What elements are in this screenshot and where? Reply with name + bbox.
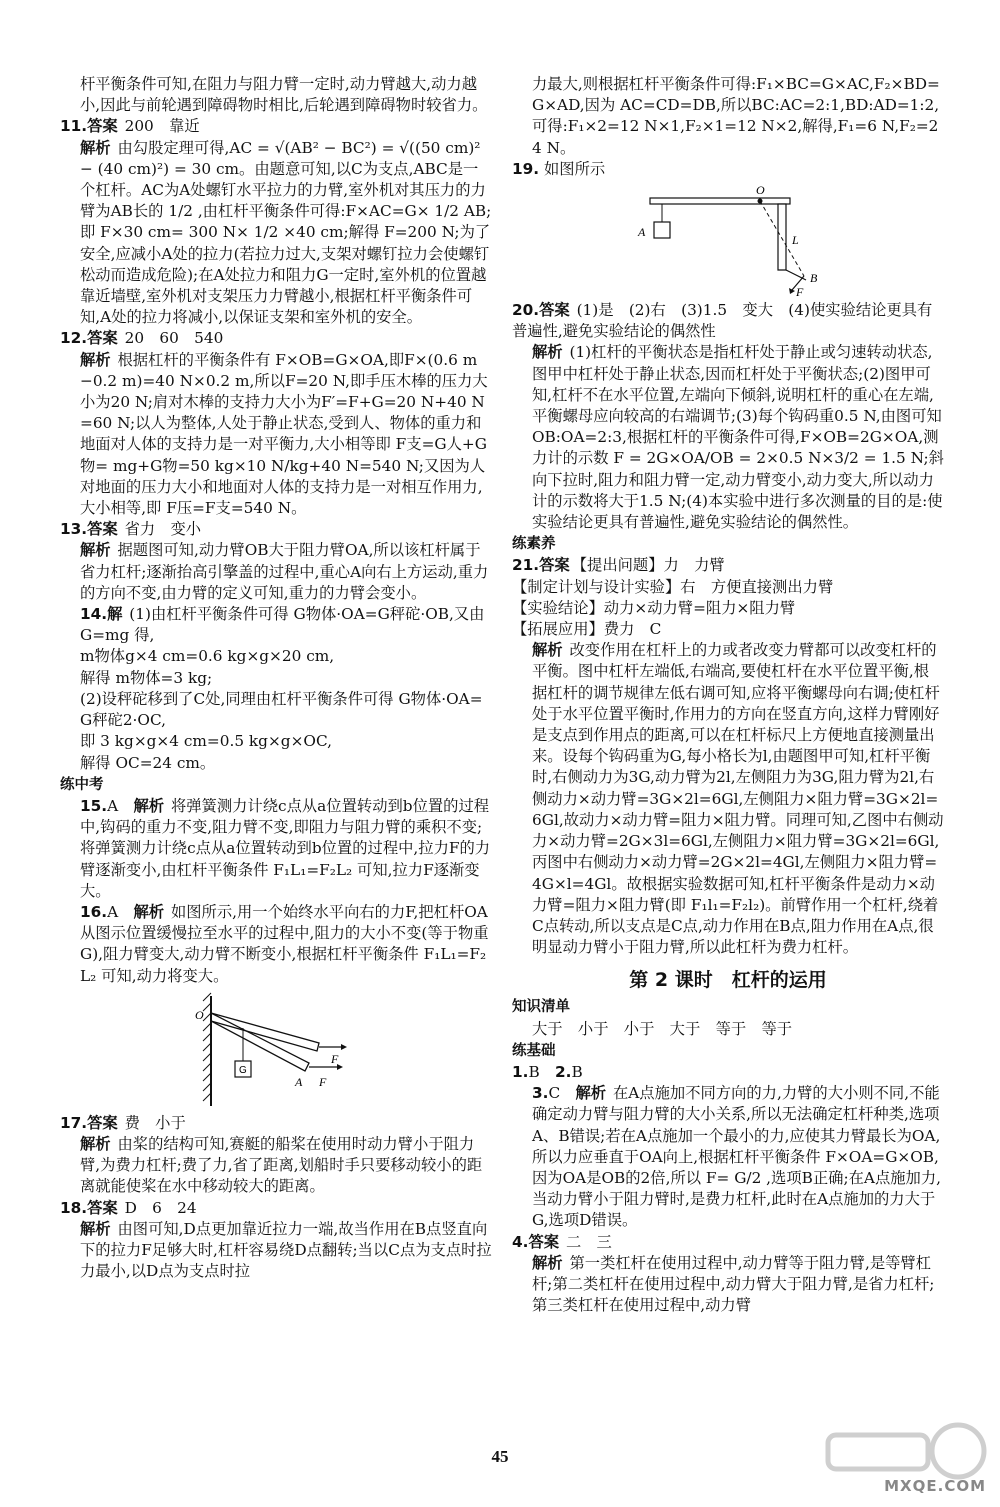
answer-paragraph <box>60 1219 492 1283</box>
answer-paragraph <box>60 519 492 540</box>
answer-label: 解析 <box>532 343 563 362</box>
answer-paragraph <box>512 1253 944 1317</box>
answer-paragraph <box>60 1134 492 1198</box>
answer-paragraph <box>60 796 492 902</box>
answer-paragraph <box>60 350 492 520</box>
answer-text: 将弹簧测力计绕c点从a位置转动到b位置的过程中,钩码的重力不变,阻力臂不变,即阻力与阻力臂的乘积不变;将弹簧测力计绕c点从a位置转动到b位置的过程中,拉力F的力臂逐渐变小,由杠杆平衡条件 F₁L₁=F₂L₂ 可知,拉力F逐渐变大。 <box>80 796 491 900</box>
answer-text: 费 小于 <box>119 1113 186 1132</box>
answer-paragraph <box>512 1083 944 1231</box>
answer-paragraph <box>512 159 944 180</box>
answer-paragraph <box>512 640 944 958</box>
answer-text: 如图所示 <box>539 159 606 178</box>
answer-label: 解析 <box>80 350 111 369</box>
answer-label: 解析 <box>532 1253 563 1272</box>
svg-text:L: L <box>792 233 799 248</box>
answer-label: 解析 <box>575 1084 607 1103</box>
svg-text:B: B <box>810 271 818 286</box>
svg-text:F: F <box>796 285 804 297</box>
lever-figure-19 <box>628 184 828 296</box>
section-heading: 知识清单 <box>512 999 570 1016</box>
question-number: 16. <box>80 902 108 921</box>
answer-paragraph <box>512 74 944 159</box>
answer-label: 解析 <box>80 138 111 157</box>
lesson-title: 第 2 课时 杠杆的运用 <box>629 969 827 992</box>
answer-paragraph <box>60 74 492 116</box>
answer-text: 20 60 540 <box>119 329 224 348</box>
answer-text: 由桨的结构可知,赛艇的船桨在使用时动力臂小于阻力臂,为费力杠杆;费了力,省了距离,划船时手只要移动较小的距离就能使桨在水中移动较大的距离。 <box>80 1134 483 1196</box>
answer-label: 答案 <box>87 117 118 136</box>
answer-text: 如图所示,用一个始终水平向右的力F,把杠杆OA从图示位置缓慢拉至水平的过程中,阻力的大小不变(等于物重G),阻力臂变大,动力臂不断变小,根据杠杆平衡条件 F₁L₁=F₂L₂ 可知,动力将变大。 <box>80 902 489 985</box>
answer-label: 答案 <box>528 1232 560 1251</box>
section-heading: 练基础 <box>512 1042 556 1059</box>
question-number: 1. <box>512 1062 529 1081</box>
answer-text: 200 靠近 <box>119 117 200 136</box>
question-number: 11. <box>60 117 88 136</box>
answer-label: 答案 <box>87 520 118 539</box>
answer-paragraph <box>512 342 947 533</box>
answer-paragraph <box>512 1062 944 1083</box>
watermark-text: MXQE.COM <box>884 1477 986 1495</box>
answer-paragraph <box>60 138 492 329</box>
answer-paragraph <box>60 902 492 987</box>
answer-text: 二 三 <box>561 1232 612 1251</box>
question-number: 3. <box>532 1084 549 1103</box>
answer-text: 【提出问题】力 力臂 【制定计划与设计实验】右 方便直接测出力臂 【实验结论】动力×动力臂=阻力×阻力臂 【拓展应用】费力 C <box>512 556 834 639</box>
answer-text: (1)是 (2)右 (3)1.5 变大 (4)使实验结论更具有普遍性,避免实验结论的偶然性 <box>512 301 933 341</box>
answer-text: A <box>107 796 134 815</box>
answer-text: 根据杠杆的平衡条件有 F×OB=G×OA,即F×(0.6 m−0.2 m)=40 N×0.2 m,所以F=20 N,即手压木棒的压力大小为20 N;肩对木棒的支持力大小为F′=F+G=20 N+40 N=60 N;以人为整体,人处于静止状态,受到人、物体的重力和地面对人体的支持力是一对平衡力,大小相等即 F支=G人+G物= mg+G物=50 kg×10 N/kg+40 N=540 N;又因为人对地面的压力大小和地面对人体的支持力是一对相互作用力,大小相等,即 F压=F支=540 N。 <box>80 350 488 518</box>
answer-text: 杆平衡条件可知,在阻力与阻力臂一定时,动力臂越大,动力越小,因此与前轮遇到障碍物时相比,后轮遇到障碍物时较省力。 <box>80 75 488 115</box>
answer-text: A <box>107 902 134 921</box>
answer-label: 解析 <box>80 1219 111 1238</box>
svg-text:G: G <box>239 1064 247 1076</box>
answer-label: 答案 <box>539 556 570 575</box>
section-heading: 练中考 <box>60 776 104 793</box>
svg-text:O: O <box>756 184 765 198</box>
lever-figure-16 <box>191 991 361 1109</box>
answer-text: 力最大,则根据杠杆平衡条件可得:F₁×BC=G×AC,F₂×BD=G×AD,因为 AC=CD=DB,所以BC:AC=2:1,BD:AD=1:2,可得:F₁×2=12 N×1,F₂×1=12 N×2,解得,F₁=6 N,F₂=24 N。 <box>532 75 940 157</box>
question-number: 21. <box>512 556 540 575</box>
answer-label: 解析 <box>133 902 165 921</box>
answer-text: B <box>528 1062 556 1081</box>
question-number: 13. <box>60 520 88 539</box>
answer-label: 解析 <box>80 541 111 560</box>
svg-text:F: F <box>319 1074 327 1089</box>
question-number: 15. <box>80 796 108 815</box>
answer-text: D 6 24 <box>119 1198 197 1217</box>
answer-text: 大于 小于 小于 大于 等于 等于 <box>532 1019 793 1038</box>
svg-text:A: A <box>638 225 646 240</box>
question-number: 20. <box>512 301 540 320</box>
answer-label: 解析 <box>80 1134 111 1153</box>
answer-text: 由勾股定理可得,AC = √(AB² − BC²) = √((50 cm)² − (40 cm)²) = 30 cm。由题意可知,以C为支点,ABC是一个杠杆。AC为A处螺钉水平拉力的力臂,室外机对其压力的力臂为AB长的 1/2 ,由杠杆平衡条件可得:F×AC=G× 1/2 AB;即 F×30 cm= 300 N× 1/2 ×40 cm;解得 F=200 N;为了安全,应减小A处的拉力(若拉力过大,支架对螺钉拉力会使螺钉松动而造成危险);在A处拉力和阻力G一定时,室外机的位置越靠近墙壁,室外机对支架压力力臂越小,根据杠杆平衡条件可知,A处的拉力将减小,以保证支架和室外机的安全。 <box>80 138 492 327</box>
answer-label: 解析 <box>532 641 563 660</box>
answer-label: 答案 <box>87 1198 118 1217</box>
answer-paragraph <box>512 1232 944 1253</box>
answer-text: 由图可知,D点更加靠近拉力一端,故当作用在B点竖直向下的拉力F足够大时,杠杆容易绕D点翻转;当以C点为支点时拉力最小,以D点为支点时拉 <box>80 1219 492 1281</box>
answer-paragraph <box>512 1019 944 1040</box>
answer-text: 据题图可知,动力臂OB大于阻力臂OA,所以该杠杆属于省力杠杆;逐渐抬高引擎盖的过程中,重心A向右上方运动,重力的方向不变,由力臂的定义可知,重力的力臂会变小。 <box>80 541 489 602</box>
answer-paragraph <box>60 1198 492 1219</box>
answer-paragraph <box>512 555 944 640</box>
page-number: 45 <box>491 1447 509 1466</box>
answer-paragraph <box>60 1113 492 1134</box>
answer-text: 改变作用在杠杆上的力或者改变力臂都可以改变杠杆的平衡。图中杠杆左端低,右端高,要使杠杆在水平位置平衡,根据杠杆的调节规律左低右调可知,应将平衡螺母向右调;使杠杆处于水平位置平衡时,作用力的方向在竖直方向,这样力臂刚好是支点到作用点的距离,可以在杠杆标尺上方便地直接测量出来。设每个钩码重为G,每小格长为l,由题图甲可知,杠杆平衡时,右侧动力为3G,动力臂为2l,左侧阻力为3G,阻力臂为2l,右侧动力×动力臂=3G×2l=6Gl,左侧阻力×阻力臂=3G×2l=6Gl,故动力×动力臂=阻力×阻力臂。同理可知,乙图中右侧动力×动力臂=2G×3l=6Gl,左侧阻力×阻力臂=3G×2l=6Gl,丙图中右侧动力×动力臂=2G×2l=4Gl,左侧阻力×阻力臂=4G×l=4Gl。故根据实验数据可知,杠杆平衡条件是动力×动力臂=阻力×阻力臂(即 F₁l₁=F₂l₂)。前臂作用一个杠杆,绕着C点转动,所以支点是C点,动力作用在B点,阻力作用在A点,很明显动力臂小于阻力臂,所以此杠杆为费力杠杆。 <box>532 641 944 957</box>
question-number: 14. <box>80 605 108 624</box>
answer-label: 答案 <box>539 301 570 320</box>
section-heading: 练素养 <box>512 536 556 553</box>
answer-paragraph <box>60 116 492 137</box>
svg-text:F: F <box>331 1051 339 1066</box>
question-number: 4. <box>512 1232 529 1251</box>
answer-paragraph <box>512 300 944 342</box>
question-number: 2. <box>555 1062 572 1081</box>
answer-paragraph <box>60 328 492 349</box>
answer-label: 答案 <box>87 329 118 348</box>
answer-text: 在A点施加不同方向的力,力臂的大小则不同,不能确定动力臂与阻力臂的大小关系,所以无法确定杠杆种类,选项A、B错误;若在A点施加一个最小的力,应使其力臂最长为OA,所以力应垂直于OA向上,根据杠杆平衡条件 F×OA=G×OB,因为OA是OB的2倍,所以 F= G/2 ,选项B正确;在A点施加力,当动力臂小于阻力臂时,是费力杠杆,此时在A点施加的力大于G,选项D错误。 <box>532 1084 942 1230</box>
question-number: 18. <box>60 1198 88 1217</box>
answer-label: 解析 <box>133 796 165 815</box>
answer-text: (1)由杠杆平衡条件可得 G物体·OA=G秤砣·OB,又由 G=mg 得, m物体g×4 cm=0.6 kg×g×20 cm, 解得 m物体=3 kg; (2)设秤砣移到了C处,同理由杠杆平衡条件可得 G物体·OA=G秤砣2·OC, 即 3 kg×g×4 cm=0.5 kg×g×OC, 解得 OC=24 cm。 <box>80 605 485 772</box>
answer-text: 第一类杠杆在使用过程中,动力臂等于阻力臂,是等臂杠杆;第二类杠杆在使用过程中,动力臂大于阻力臂,是省力杠杆;第三类杠杆在使用过程中,动力臂 <box>532 1253 935 1315</box>
question-number: 17. <box>60 1113 88 1132</box>
answer-paragraph <box>60 540 492 604</box>
question-number: 12. <box>60 329 88 348</box>
answer-text: (1)杠杆的平衡状态是指杠杆处于静止或匀速转动状态,图甲中杠杆处于静止状态,因而杠杆处于平衡状态;(2)图甲可知,杠杆不在水平位置,左端向下倾斜,说明杠杆的重心在左端,平衡螺母应向较高的右端调节;(3)每个钩码重0.5 N,由图可知 OB:OA=2:3,根据杠杆的平衡条件可得,F×OB=2G×OA,测力计的示数 F = 2G×OA/OB = 2×0.5 N×3/2 = 1.5 N;斜向下拉时,阻力和阻力臂一定,动力臂变小,动力变大,所以动力计的示数将大于1.5 N;(4)本实验中进行多次测量的目的是:使实验结论更具有普遍性,避免实验结论的偶然性。 <box>532 343 947 532</box>
svg-text:A: A <box>295 1074 303 1089</box>
svg-text:O: O <box>195 1007 204 1022</box>
left-column <box>60 74 492 1282</box>
answer-text: 省力 变小 <box>119 520 202 539</box>
answer-paragraph <box>60 604 492 774</box>
question-number: 19. <box>512 159 540 178</box>
answer-text: B <box>571 1062 583 1081</box>
right-column <box>512 74 947 1316</box>
answer-label: 答案 <box>87 1113 118 1132</box>
answer-text: C <box>548 1084 576 1103</box>
answer-label: 解 <box>107 605 123 624</box>
